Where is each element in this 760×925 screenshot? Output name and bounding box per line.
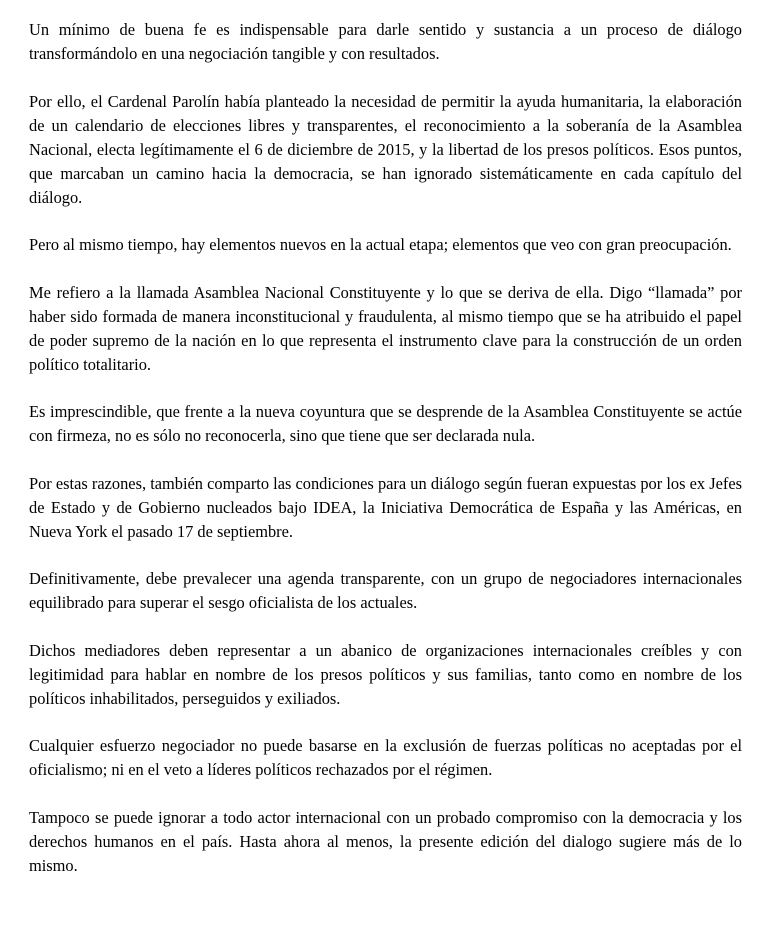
paragraph-5: Es imprescindible, que frente a la nueva coyuntura que se desprende de la Asamblea Constituyente se actúe con firmeza, no es sólo no reconocerla, sino que tiene que ser declarada nula. — [29, 402, 742, 445]
paragraph-10: Tampoco se puede ignorar a todo actor internacional con un probado compromiso con la democracia y los derechos humanos en el país. Hasta ahora al menos, la presente edición del dialogo sugiere más de lo mismo. — [29, 807, 742, 875]
paragraph-1: Un mínimo de buena fe es indispensable para darle sentido y sustancia a un proceso de diálogo transformándolo en una negociación tangible y con resultados. — [29, 20, 742, 63]
paragraph-4: Me refiero a la llamada Asamblea Nacional Constituyente y lo que se deriva de ella. Digo “llamada” por haber sido formada de manera inconstitucional y fraudulenta, al mismo tiempo que se ha atribuido el papel de poder supremo de la nación en lo que representa el instrumento clave para la construcción de un orden político totalitario. — [29, 282, 742, 374]
paragraph-8: Dichos mediadores deben representar a un abanico de organizaciones internacionales creíbles y con legitimidad para hablar en nombre de los presos políticos y sus familias, tanto como en nombre de los políticos inhabilitados, perseguidos y exiliados. — [29, 640, 742, 708]
paragraph-6: Por estas razones, también comparto las condiciones para un diálogo según fueran expuestas por los ex Jefes de Estado y de Gobierno nucleados bajo IDEA, la Iniciativa Democrática de España y las Américas, en Nueva York el pasado 17 de septiembre. — [29, 473, 742, 541]
paragraph-2: Por ello, el Cardenal Parolín había planteado la necesidad de permitir la ayuda humanitaria, la elaboración de un calendario de elecciones libres y transparentes, el reconocimiento a la soberanía de la Asamblea Nacional, electa legítimamente el 6 de diciembre de 2015, y la libertad de los presos políticos. Esos puntos, que marcaban un camino hacia la democracia, se han ignorado sistemáticamente en cada capítulo del diálogo. — [29, 91, 742, 207]
paragraph-9: Cualquier esfuerzo negociador no puede basarse en la exclusión de fuerzas políticas no aceptadas por el oficialismo; ni en el veto a líderes políticos rechazados por el régimen. — [29, 736, 742, 779]
paragraph-7: Definitivamente, debe prevalecer una agenda transparente, con un grupo de negociadores internacionales equilibrado para superar el sesgo oficialista de los actuales. — [29, 569, 742, 612]
paragraph-3: Pero al mismo tiempo, hay elementos nuevos en la actual etapa; elementos que veo con gran preocupación. — [29, 235, 732, 254]
